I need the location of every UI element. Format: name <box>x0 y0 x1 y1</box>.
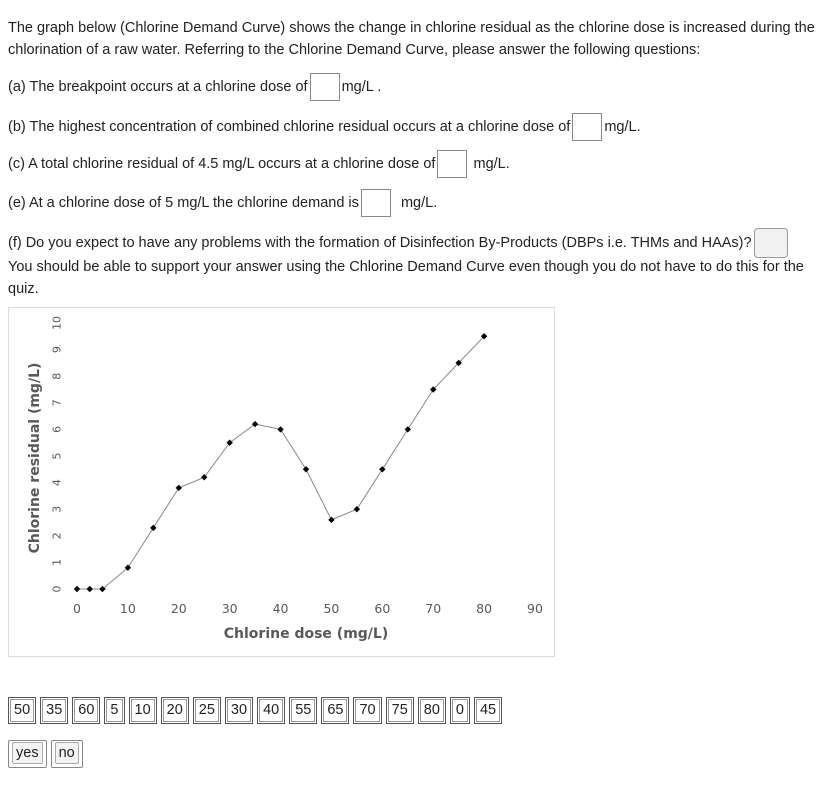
question-a <box>8 73 381 95</box>
number-choice-label: 10 <box>131 699 155 722</box>
answer-e-dropzone[interactable] <box>361 189 391 217</box>
number-choice[interactable] <box>193 697 221 724</box>
data-point <box>87 586 93 592</box>
y-tick-label: 9 <box>50 346 64 354</box>
question-f <box>8 228 790 250</box>
number-choice[interactable] <box>474 697 502 724</box>
data-point <box>328 517 334 523</box>
x-tick-label: 80 <box>476 601 493 616</box>
x-tick-label: 30 <box>221 601 238 616</box>
question-b <box>8 113 641 135</box>
number-choice[interactable] <box>353 697 381 724</box>
x-tick-label: 50 <box>323 601 340 616</box>
y-tick-label: 0 <box>50 585 64 593</box>
question-b-unit: mg/L. <box>604 118 641 135</box>
number-choice[interactable] <box>40 697 68 724</box>
number-choice[interactable] <box>257 697 285 724</box>
question-e <box>8 189 437 211</box>
number-choice-label: 70 <box>355 699 379 722</box>
question-c-text: (c) A total chlorine residual of 4.5 mg/L occurs at a chlorine dose of <box>8 155 436 172</box>
number-choice-label: 40 <box>259 699 283 722</box>
data-point <box>303 466 309 472</box>
number-choice-label: 20 <box>163 699 187 722</box>
number-choice-label: 55 <box>291 699 315 722</box>
x-tick-label: 20 <box>170 601 187 616</box>
y-tick-label: 6 <box>50 425 64 433</box>
number-choice[interactable] <box>450 697 470 724</box>
question-e-text: (e) At a chlorine dose of 5 mg/L the chlorine demand is <box>8 194 359 211</box>
x-tick-label: 90 <box>527 601 543 616</box>
number-choice[interactable] <box>8 697 36 724</box>
chlorine-demand-chart <box>8 307 555 657</box>
answer-c-dropzone[interactable] <box>437 150 467 178</box>
x-axis-title: Chlorine dose (mg/L) <box>223 626 389 642</box>
question-c <box>8 150 510 172</box>
number-choice[interactable] <box>225 697 253 724</box>
number-choice-label: 65 <box>323 699 347 722</box>
x-tick-label: 0 <box>73 601 81 616</box>
data-point <box>354 506 360 512</box>
data-point <box>150 525 156 531</box>
number-choice-label: 35 <box>42 699 66 722</box>
question-a-unit: mg/L . <box>341 78 382 95</box>
question-a-text: (a) The breakpoint occurs at a chlorine dose of <box>8 78 308 95</box>
number-choice-label: 25 <box>195 699 219 722</box>
x-tick-label: 60 <box>374 601 391 616</box>
number-choice-label: 30 <box>227 699 251 722</box>
x-tick-label: 40 <box>272 601 289 616</box>
x-tick-label: 70 <box>425 601 442 616</box>
number-choices <box>8 697 502 724</box>
number-choice-label: 45 <box>476 699 500 722</box>
text-choice-label: no <box>55 742 79 764</box>
question-f-text: (f) Do you expect to have any problems with the formation of Disinfection By-Products (DBPs i.e. THMs and HAAs)? <box>8 234 752 251</box>
answer-b-dropzone[interactable] <box>572 113 602 141</box>
data-point <box>74 586 80 592</box>
number-choice[interactable] <box>72 697 100 724</box>
y-tick-label: 10 <box>50 316 64 330</box>
data-point <box>176 485 182 491</box>
data-point <box>379 466 385 472</box>
number-choice[interactable] <box>418 697 446 724</box>
note-text: You should be able to support your answer using the Chlorine Demand Curve even though you do not have to do this for the quiz. <box>8 259 804 297</box>
number-choice[interactable] <box>321 697 349 724</box>
text-choice[interactable] <box>8 740 47 768</box>
number-choice[interactable] <box>129 697 157 724</box>
y-tick-label: 7 <box>50 399 64 407</box>
answer-a-dropzone[interactable] <box>310 73 340 101</box>
x-tick-label: 10 <box>119 601 136 616</box>
text-choices <box>8 740 83 768</box>
number-choice-label: 60 <box>74 699 98 722</box>
y-tick-label: 8 <box>50 372 64 380</box>
data-point <box>405 426 411 432</box>
y-tick-label: 5 <box>50 452 64 460</box>
number-choice[interactable] <box>161 697 189 724</box>
data-point <box>277 426 283 432</box>
series-line <box>77 336 484 589</box>
question-e-unit: mg/L. <box>400 194 438 211</box>
number-choice-label: 50 <box>10 699 34 722</box>
y-axis-title: Chlorine residual (mg/L) <box>27 362 43 554</box>
question-b-text: (b) The highest concentration of combined chlorine residual occurs at a chlorine dose of <box>8 118 571 135</box>
intro-text: The graph below (Chlorine Demand Curve) shows the change in chlorine residual as the chlorine dose is increased during the chlorination of a raw water. Referring to the Chlorine Demand Curve, please answer the following questions: <box>8 20 815 58</box>
y-tick-label: 1 <box>50 558 64 566</box>
number-choice-label: 75 <box>388 699 412 722</box>
y-tick-label: 3 <box>50 505 64 513</box>
number-choice-label: 0 <box>452 699 468 722</box>
number-choice[interactable] <box>104 697 124 724</box>
text-choice-label: yes <box>12 742 43 764</box>
answer-f-dropzone[interactable] <box>754 228 788 258</box>
number-choice[interactable] <box>289 697 317 724</box>
text-choice[interactable] <box>51 740 83 768</box>
y-tick-label: 4 <box>50 479 64 487</box>
chart-svg <box>9 308 554 656</box>
number-choice[interactable] <box>386 697 414 724</box>
number-choice-label: 5 <box>106 699 122 722</box>
number-choice-label: 80 <box>420 699 444 722</box>
question-c-unit: mg/L. <box>473 155 510 172</box>
y-tick-label: 2 <box>50 532 64 540</box>
